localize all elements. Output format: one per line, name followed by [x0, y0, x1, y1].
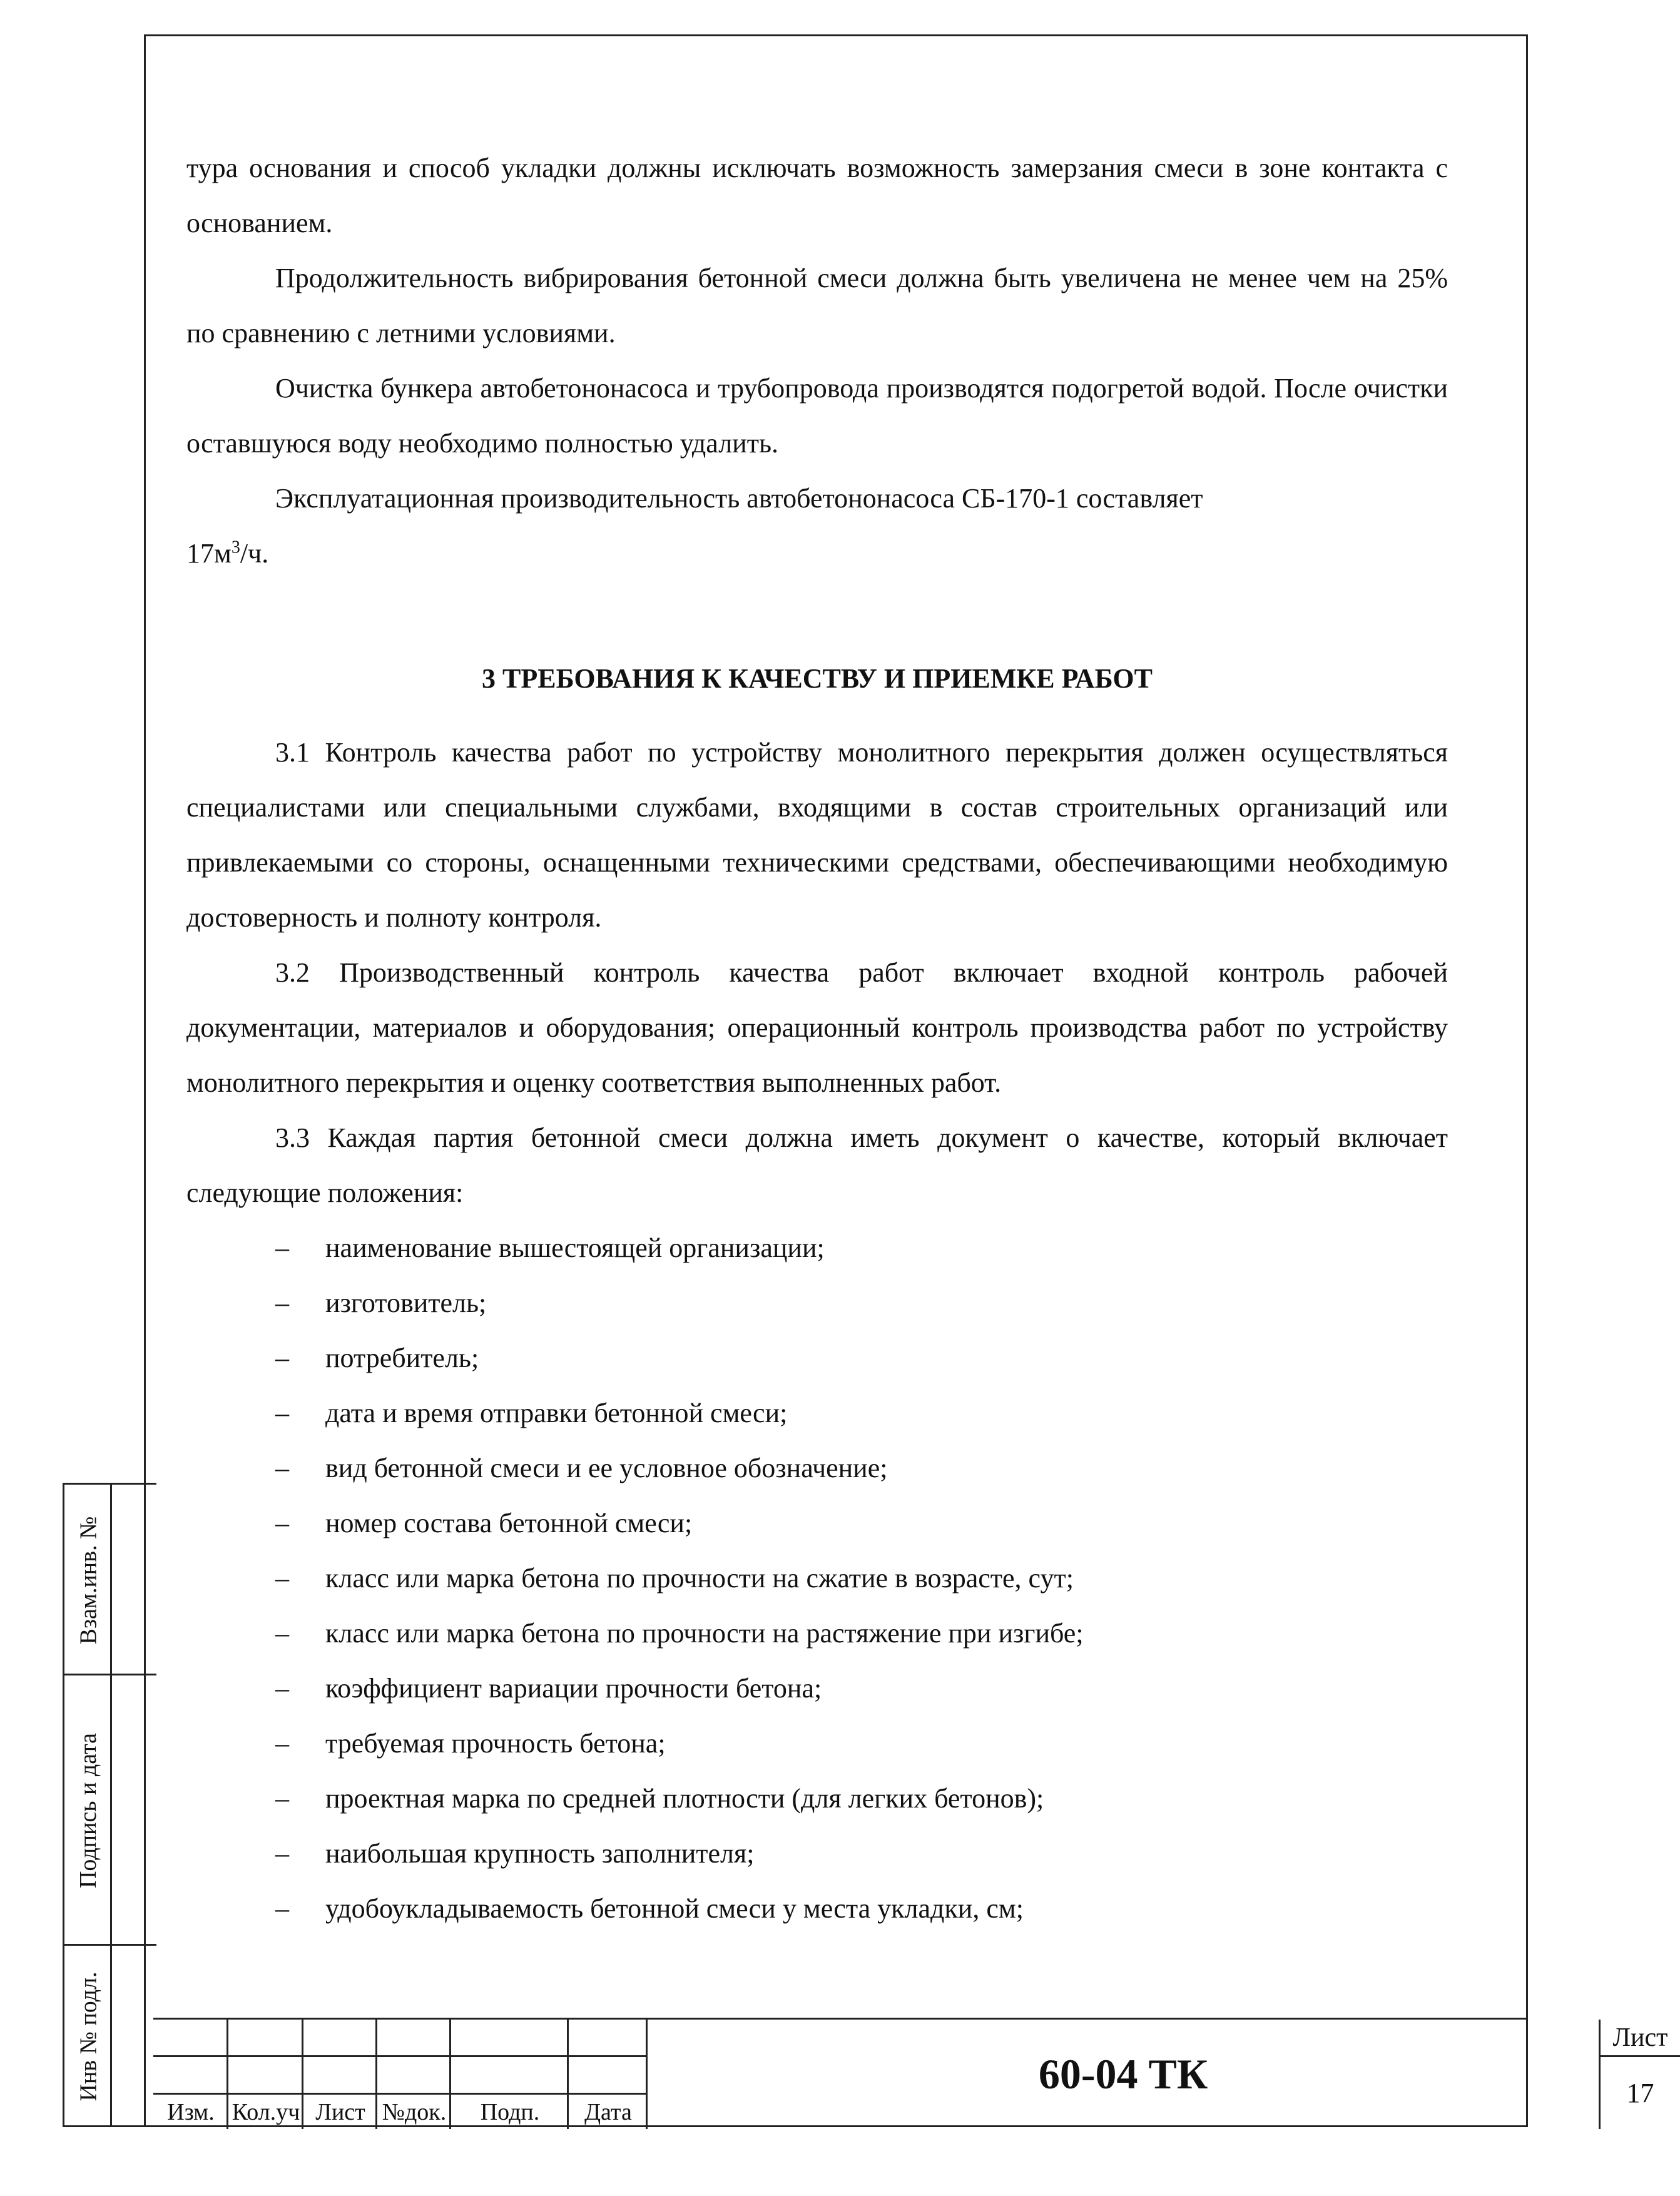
col-header-count: Кол.уч [232, 2098, 300, 2125]
paragraph: Очистка бункера автобетононасоса и трубопровода производятся подогретой водой. После очистки оставшуюся воду необходимо полностью удалить. [186, 373, 1448, 459]
paragraph: 3.1 Контроль качества работ по устройству монолитного перекрытия должен осуществляться специалистами или специальными службами, входящими в состав строительных организаций или привлекаемыми со стороны, оснащенными техническими средствами, обеспечивающими необходимую достоверность и полноту контроля. [186, 737, 1448, 933]
list-item: – коэффициент вариации прочности бетона; [186, 1661, 1448, 1716]
paragraph: 3.3 Каждая партия бетонной смеси должна иметь документ о качестве, который включает следующие положения: [186, 1122, 1448, 1208]
list-dash: – [275, 1563, 289, 1594]
section-heading: 3 ТРЕБОВАНИЯ К КАЧЕСТВУ И ПРИЕМКЕ РАБОТ [482, 663, 1153, 694]
list-item: – потребитель; [186, 1331, 1448, 1386]
list-item: – дата и время отправки бетонной смеси; [186, 1386, 1448, 1441]
list-dash: – [275, 1673, 289, 1704]
capacity-unit: /ч. [240, 538, 269, 569]
col-header-sheet: Лист [315, 2098, 365, 2125]
list-dash: – [275, 1893, 289, 1924]
capacity-exponent: 3 [231, 537, 240, 557]
list-dash: – [275, 1508, 289, 1538]
list-item: – наименование вышестоящей организации; [186, 1221, 1448, 1276]
list-dash: – [275, 1783, 289, 1814]
sheet-box [1599, 2020, 1680, 2129]
revision-table [153, 2020, 648, 2129]
list-dash: – [275, 1618, 289, 1649]
paragraph-capacity [186, 471, 1448, 581]
sheet-label: Лист [1601, 2020, 1680, 2057]
col-header-date: Дата [584, 2098, 632, 2125]
sheet-number: 17 [1626, 2078, 1654, 2108]
list-item: – проектная марка по средней плотности (для легких бетонов); [186, 1771, 1448, 1826]
quality-document-list [186, 1221, 1448, 1936]
side-stamp [63, 1483, 156, 2127]
list-dash: – [275, 1728, 289, 1759]
capacity-text: Эксплуатационная производительность автобетононасоса СБ-170-1 составляет [275, 483, 1203, 514]
list-dash: – [275, 1233, 289, 1263]
replaced-inv-label: Взам.инв. № [75, 1516, 102, 1644]
paragraph: тура основания и способ укладки должны исключать возможность замерзания смеси в зоне контакта с основанием. [186, 153, 1448, 238]
title-block [153, 2018, 1668, 2127]
list-item: – вид бетонной смеси и ее условное обозначение; [186, 1441, 1448, 1496]
capacity-value: 17м [186, 538, 232, 569]
original-inv-label: Инв № подл. [75, 1971, 102, 2102]
document-code: 60-04 ТК [1038, 2050, 1208, 2098]
list-item: – класс или марка бетона по прочности на растяжение при изгибе; [186, 1606, 1448, 1661]
list-item: – удобоукладываемость бетонной смеси у места укладки, см; [186, 1881, 1448, 1936]
col-header-change: Изм. [167, 2098, 215, 2125]
document-body [186, 141, 1448, 1936]
list-dash: – [275, 1398, 289, 1428]
signature-date-label: Подпись и дата [75, 1732, 102, 1889]
col-header-docnum: №док. [382, 2098, 447, 2125]
list-item: – класс или марка бетона по прочности на сжатие в возрасте, сут; [186, 1551, 1448, 1606]
col-header-signature: Подп. [480, 2098, 540, 2125]
paragraph: 3.2 Производственный контроль качества работ включает входной контроль рабочей документации, материалов и оборудования; операционный контроль производства работ по устройству монолитного перекрытия и оценку соответствия выполненных работ. [186, 957, 1448, 1098]
list-dash: – [275, 1453, 289, 1483]
paragraph: Продолжительность вибрирования бетонной смеси должна быть увеличена не менее чем на 25% по сравнению с летними условиями. [186, 263, 1448, 348]
list-item: – номер состава бетонной смеси; [186, 1496, 1448, 1551]
list-item: – изготовитель; [186, 1276, 1448, 1331]
list-dash: – [275, 1838, 289, 1869]
list-item: – требуемая прочность бетона; [186, 1716, 1448, 1771]
list-dash: – [275, 1288, 289, 1318]
list-dash: – [275, 1343, 289, 1373]
list-item: – наибольшая крупность заполнителя; [186, 1826, 1448, 1881]
